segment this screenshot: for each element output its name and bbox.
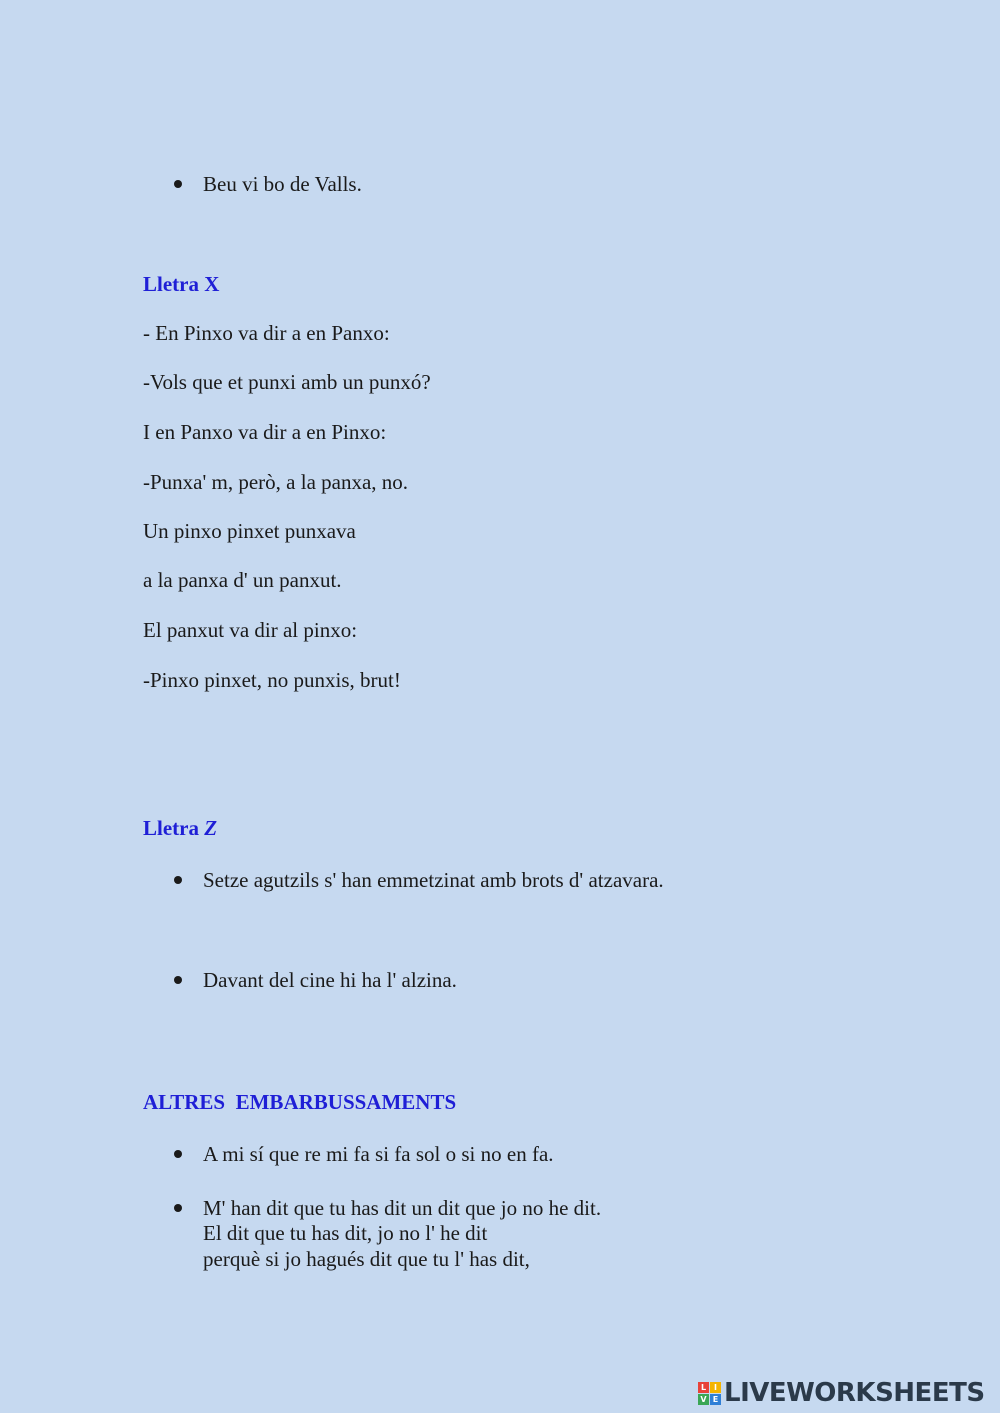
bullet-dot [174, 976, 182, 984]
verse-line: a la panxa d' un panxut. [143, 568, 342, 592]
heading-lletra-x: Lletra X [143, 272, 220, 296]
tongue-twister-dit-line: M' han dit que tu has dit un dit que jo no he dit. [203, 1196, 602, 1220]
verse-line: -Vols que et punxi amb un punxó? [143, 370, 431, 394]
logo-letter-v: V [698, 1394, 709, 1405]
tongue-twister-dit-line: El dit que tu has dit, jo no l' he dit [203, 1221, 488, 1245]
tongue-twister-valls: Beu vi bo de Valls. [203, 172, 362, 196]
heading-altres-embarbussaments: ALTRES EMBARBUSSAMENTS [143, 1090, 457, 1114]
heading-letter: Z [204, 816, 218, 840]
tongue-twister-agutzils: Setze agutzils s' han emmetzinat amb brots d' atzavara. [203, 868, 664, 892]
bullet-dot [174, 180, 182, 188]
heading-prefix: Lletra [143, 816, 205, 840]
verse-line: Un pinxo pinxet punxava [143, 519, 356, 543]
verse-line: El panxut va dir al pinxo: [143, 618, 358, 642]
logo-letter-l: L [698, 1382, 709, 1393]
liveworksheets-logo [698, 1378, 985, 1408]
bullet-dot [174, 876, 182, 884]
verse-line: - En Pinxo va dir a en Panxo: [143, 321, 390, 345]
tongue-twister-alzina: Davant del cine hi ha l' alzina. [203, 968, 457, 992]
logo-text: LIVEWORKSHEETS [724, 1378, 985, 1408]
logo-letter-e: E [710, 1394, 721, 1405]
live-logo-icon [698, 1382, 721, 1405]
tongue-twister-dit-line: perquè si jo hagués dit que tu l' has dit, [203, 1247, 530, 1271]
verse-line: I en Panxo va dir a en Pinxo: [143, 420, 387, 444]
verse-line: -Punxa' m, però, a la panxa, no. [143, 470, 409, 494]
heading-lletra-z [143, 815, 217, 841]
bullet-dot [174, 1204, 182, 1212]
logo-letter-i: I [710, 1382, 721, 1393]
verse-line: -Pinxo pinxet, no punxis, brut! [143, 668, 401, 692]
tongue-twister-solfa: A mi sí que re mi fa si fa sol o si no en fa. [203, 1142, 554, 1166]
bullet-dot [174, 1150, 182, 1158]
